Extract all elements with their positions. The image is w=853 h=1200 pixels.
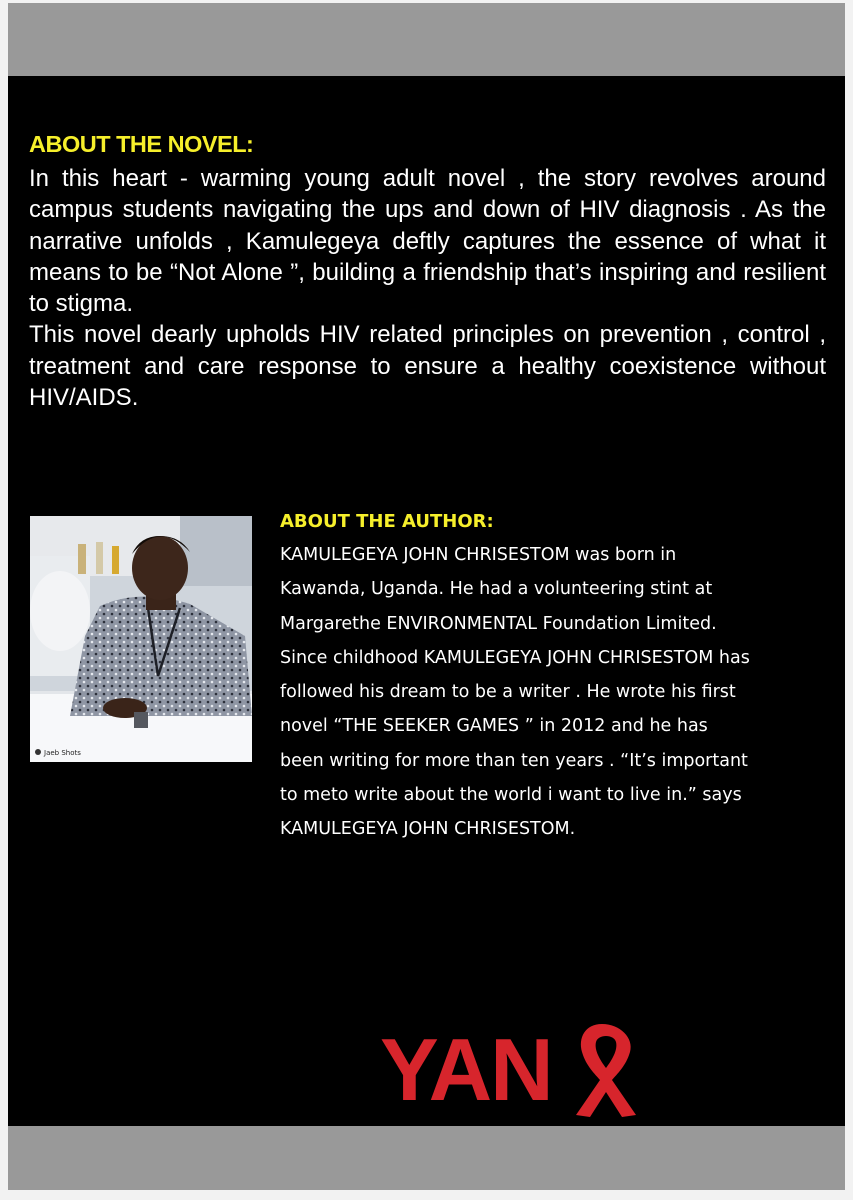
novel-paragraph-2: This novel dearly upholds HIV related principles on prevention , control , treatment and care response to ensure a healthy coexistence without HIV/AIDS. xyxy=(29,321,826,412)
about-author-heading: ABOUT THE AUTHOR: xyxy=(280,511,494,532)
author-bio: KAMULEGEYA JOHN CHRISESTOM was born in Kawanda, Uganda. He had a volunteering stint at Margarethe ENVIRONMENTAL Foundation Limited. Since childhood KAMULEGEYA JOHN CHRISESTOM has followed his dream to be a writer . He wrote his first novel “THE SEEKER GAMES ” in 2012 and he has been writing for more than ten years . “It’s important to meto write about the world i want to live in.” says KAMULEGEYA JOHN CHRISESTOM. xyxy=(280,545,750,840)
top-gray-band xyxy=(8,3,845,76)
author-photo xyxy=(30,516,252,762)
bottom-gray-band xyxy=(8,1126,845,1190)
photo-watermark: Jaeb Shots xyxy=(44,749,81,757)
about-novel-body xyxy=(29,163,826,413)
yan-logo xyxy=(380,1020,642,1120)
novel-paragraph-1: In this heart - warming young adult novel , the story revolves around campus students navigating the ups and down of HIV diagnosis . As the narrative unfolds , Kamulegeya deftly captures the essence of what it means to be “Not Alone ”, building a friendship that’s inspiring and resilient to stigma. xyxy=(29,165,826,318)
awareness-ribbon-icon xyxy=(576,1024,636,1117)
logo-text: YAN xyxy=(380,1020,552,1119)
about-novel-heading: ABOUT THE NOVEL: xyxy=(29,131,254,157)
